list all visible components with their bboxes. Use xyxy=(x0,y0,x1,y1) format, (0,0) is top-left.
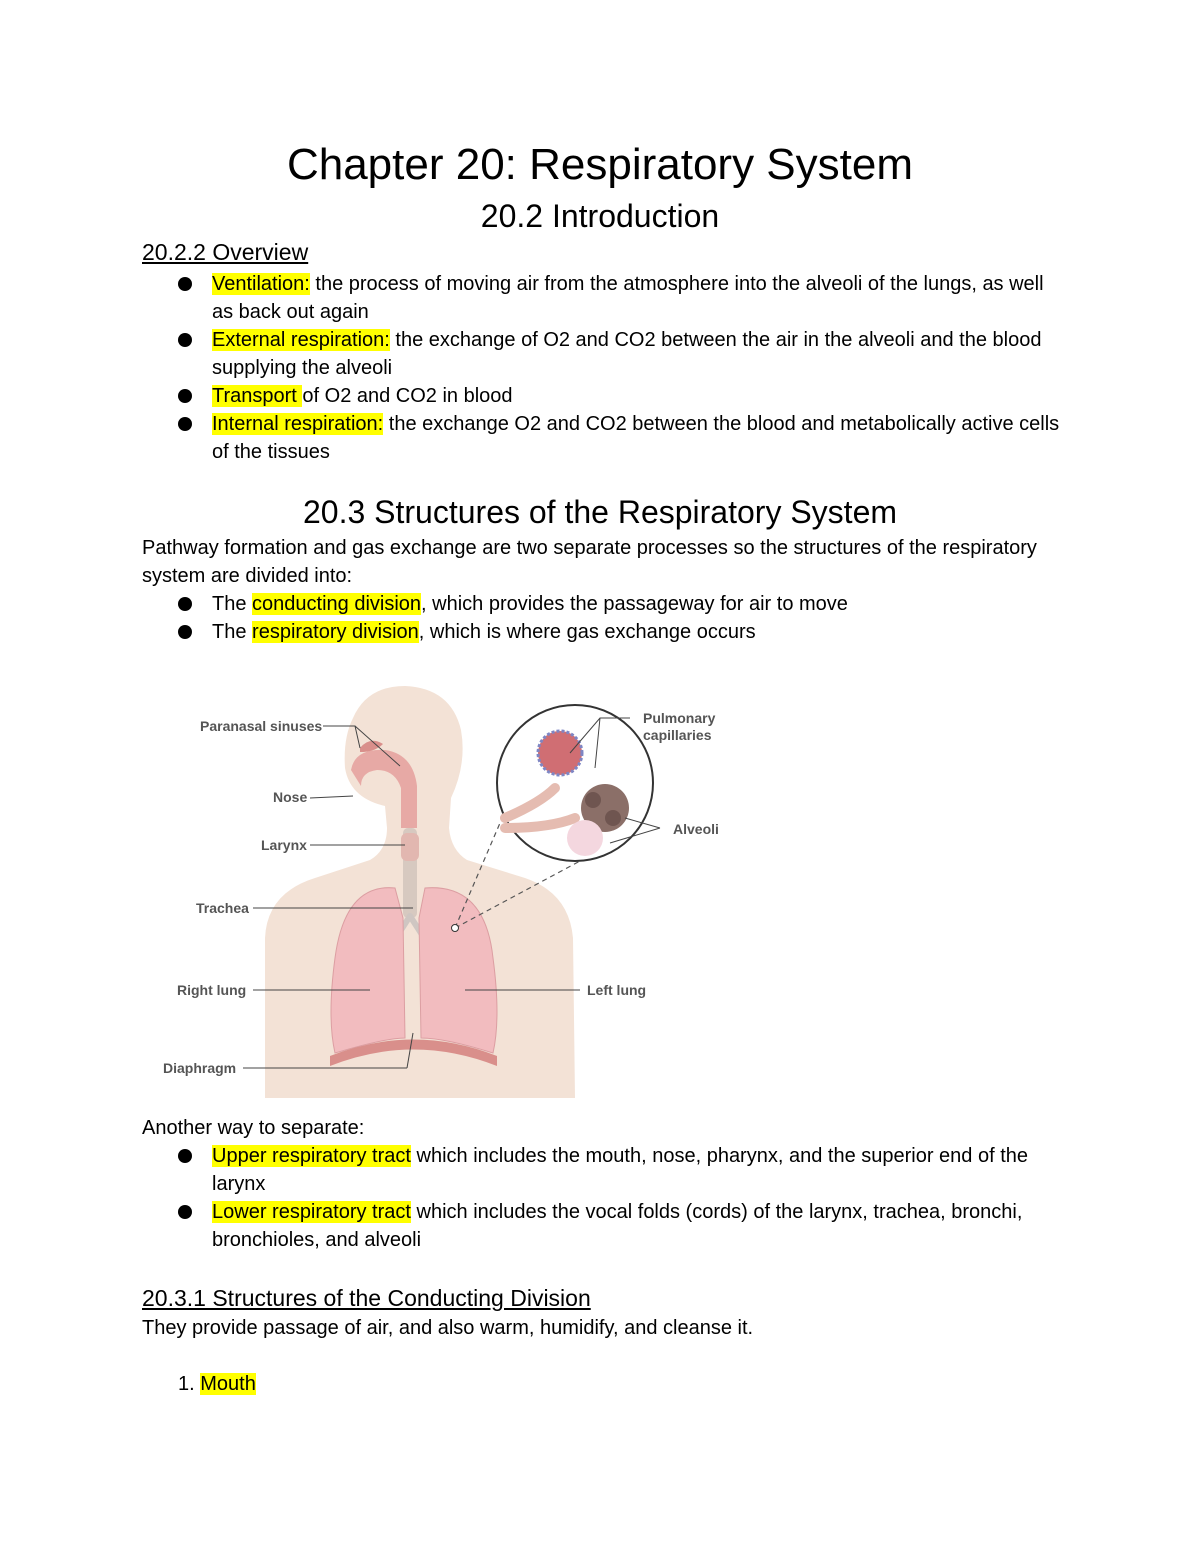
label-larynx: Larynx xyxy=(261,837,307,853)
label-capillaries: capillaries xyxy=(643,727,712,743)
list-item xyxy=(142,382,1062,410)
item-text: which includes the mouth, nose, pharynx, and the superior end of the larynx xyxy=(212,1145,1029,1195)
list-item xyxy=(142,1142,1062,1198)
bullet-icon xyxy=(178,1149,192,1163)
conducting-heading: 20.3.1 Structures of the Conducting Division xyxy=(142,1285,591,1311)
highlight-term: Lower respiratory tract xyxy=(212,1201,411,1223)
bullet-icon xyxy=(178,1205,192,1219)
item-prefix: The xyxy=(212,593,253,615)
label-nose: Nose xyxy=(273,789,308,805)
bullet-icon xyxy=(178,389,192,403)
list-item xyxy=(142,1198,1062,1254)
item-text: which includes the vocal folds (cords) of the larynx, trachea, bronchi, bronchioles, and alveoli xyxy=(212,1201,1023,1251)
item-text: , which provides the passageway for air to move xyxy=(421,593,848,615)
overview-heading: 20.2.2 Overview xyxy=(142,239,309,265)
bullet-icon xyxy=(178,625,192,639)
item-text: , which is where gas exchange occurs xyxy=(418,621,756,643)
item-text: the process of moving air from the atmosphere into the alveoli of the lungs, as well as back out again xyxy=(212,273,1044,323)
item-text: of O2 and CO2 in blood xyxy=(302,385,513,407)
list-item xyxy=(142,270,1062,326)
label-leader xyxy=(310,796,353,798)
alveoli-cluster xyxy=(605,810,621,826)
respiratory-system-figure xyxy=(155,678,755,1108)
larynx-shape xyxy=(401,833,419,861)
highlight-term: Mouth xyxy=(200,1373,256,1395)
division-list xyxy=(142,590,1062,646)
bullet-icon xyxy=(178,597,192,611)
label-paranasal-sinuses: Paranasal sinuses xyxy=(200,718,323,734)
label-left-lung: Left lung xyxy=(587,982,647,998)
structures-paragraph: Pathway formation and gas exchange are two separate processes so the structures of the respiratory system are divided into: xyxy=(142,537,1037,587)
label-pulmonary: Pulmonary xyxy=(643,710,716,726)
label-diaphragm: Diaphragm xyxy=(163,1060,237,1076)
numbered-item xyxy=(178,1370,256,1398)
label-trachea: Trachea xyxy=(196,900,249,916)
label-alveoli: Alveoli xyxy=(673,821,719,837)
separate-paragraph: Another way to separate: xyxy=(142,1117,365,1139)
alveoli-cluster xyxy=(567,820,603,856)
bullet-icon xyxy=(178,277,192,291)
label-right-lung: Right lung xyxy=(177,982,247,998)
respiratory-diagram xyxy=(155,678,755,1108)
highlight-term: conducting division xyxy=(252,593,422,615)
tract-list xyxy=(142,1142,1062,1254)
alveoli-cluster xyxy=(585,792,601,808)
highlight-term: External respiration: xyxy=(212,329,390,351)
highlight-term: respiratory division xyxy=(252,621,419,643)
list-item xyxy=(142,326,1062,382)
section-structures-heading: 20.3 Structures of the Respiratory System xyxy=(302,494,898,530)
item-text: the exchange of O2 and CO2 between the air in the alveoli and the blood supplying the alveoli xyxy=(212,329,1042,379)
list-item xyxy=(142,590,1062,618)
item-prefix: The xyxy=(212,621,253,643)
overview-list xyxy=(142,270,1062,466)
item-text: the exchange O2 and CO2 between the blood and metabolically active cells of the tissues xyxy=(212,413,1060,463)
list-item xyxy=(142,618,1062,646)
highlight-term: Internal respiration: xyxy=(212,413,384,435)
page-title: Chapter 20: Respiratory System xyxy=(286,140,914,189)
capillary-cluster xyxy=(538,731,582,775)
item-number: 1. xyxy=(178,1373,195,1395)
list-item xyxy=(142,410,1062,466)
section-intro-heading: 20.2 Introduction xyxy=(480,198,720,234)
highlight-term: Upper respiratory tract xyxy=(212,1145,411,1167)
conducting-paragraph: They provide passage of air, and also warm, humidify, and cleanse it. xyxy=(142,1317,754,1339)
bullet-icon xyxy=(178,333,192,347)
highlight-term: Ventilation: xyxy=(212,273,310,295)
bullet-icon xyxy=(178,417,192,431)
highlight-term: Transport xyxy=(212,385,303,407)
zoom-marker xyxy=(452,925,459,932)
